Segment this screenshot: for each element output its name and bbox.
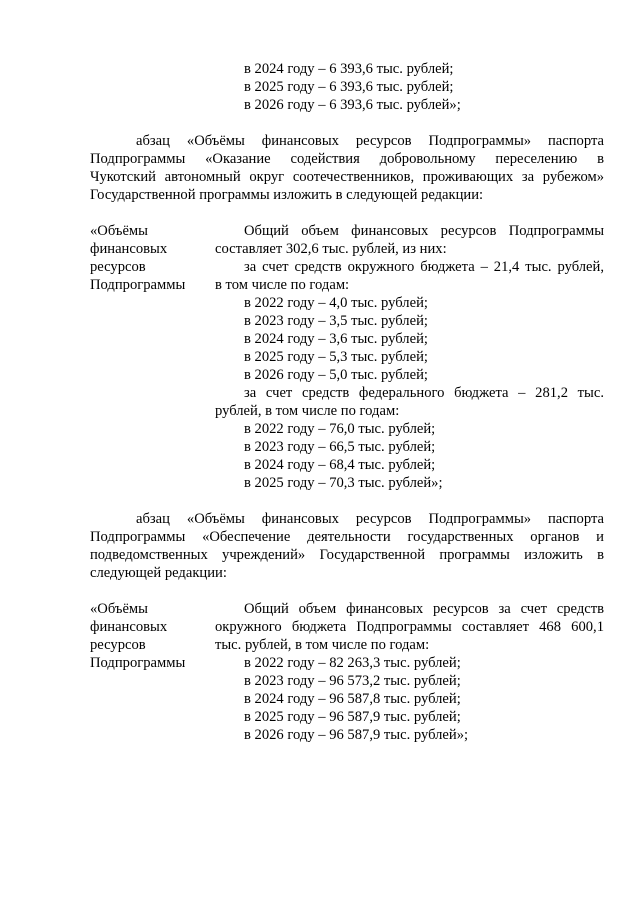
block-label <box>90 222 205 294</box>
block-label-line: Подпрограммы <box>90 655 186 672</box>
block-text-line: за счет средств федерального бюджета – 281,2 тыс. <box>244 385 604 401</box>
year-line: в 2022 году – 76,0 тыс. рублей; <box>244 421 436 437</box>
block-text-line: Общий объем финансовых ресурсов за счет средств <box>244 601 604 617</box>
block-text-line: окружного бюджета Подпрограммы составляет 468 600,1 <box>215 619 604 635</box>
year-line: в 2023 году – 96 573,2 тыс. рублей; <box>244 673 461 689</box>
year-line: в 2026 году – 96 587,9 тыс. рублей»; <box>244 727 469 743</box>
block-text-line: тыс. рублей, в том числе по годам: <box>215 637 430 653</box>
block-label-line: «Объёмы <box>90 601 148 617</box>
paragraph-line: абзац «Объёмы финансовых ресурсов Подпрограммы» паспорта <box>136 133 604 149</box>
paragraph-line: Подпрограммы «Обеспечение деятельности государственных органов и <box>90 529 604 545</box>
block-text-line: Общий объем финансовых ресурсов Подпрограммы <box>244 223 604 239</box>
year-line: в 2025 году – 70,3 тыс. рублей»; <box>244 475 443 491</box>
year-line: в 2026 году – 5,0 тыс. рублей; <box>244 367 428 383</box>
block-text-line: составляет 302,6 тыс. рублей, из них: <box>215 241 447 257</box>
year-line: в 2022 году – 82 263,3 тыс. рублей; <box>244 655 461 671</box>
year-line: в 2025 году – 96 587,9 тыс. рублей; <box>244 709 461 725</box>
block-text-line: рублей, в том числе по годам: <box>215 403 400 419</box>
year-line: в 2023 году – 66,5 тыс. рублей; <box>244 439 436 455</box>
year-line: в 2024 году – 68,4 тыс. рублей; <box>244 457 436 473</box>
year-line: в 2024 году – 3,6 тыс. рублей; <box>244 331 428 347</box>
top-year-line: в 2024 году – 6 393,6 тыс. рублей; <box>244 61 454 77</box>
block-label <box>90 600 205 672</box>
top-year-line: в 2026 году – 6 393,6 тыс. рублей»; <box>244 97 461 113</box>
top-year-line: в 2025 году – 6 393,6 тыс. рублей; <box>244 79 454 95</box>
block-label-line: финансовых <box>90 241 168 258</box>
year-line: в 2024 году – 96 587,8 тыс. рублей; <box>244 691 461 707</box>
year-line: в 2025 году – 5,3 тыс. рублей; <box>244 349 428 365</box>
paragraph-line: следующей редакции: <box>90 565 227 581</box>
block-text-line: в том числе по годам: <box>215 277 350 293</box>
block-label-line: ресурсов <box>90 637 146 654</box>
paragraph-line: Подпрограммы «Оказание содействия добровольному переселению в <box>90 151 604 167</box>
block-label-line: ресурсов <box>90 259 146 276</box>
paragraph-line: Государственной программы изложить в следующей редакции: <box>90 187 484 203</box>
paragraph-line: Чукотский автономный округ соотечественников, проживающих за рубежом» <box>90 169 604 185</box>
block-text-line: за счет средств окружного бюджета – 21,4 тыс. рублей, <box>244 259 604 275</box>
block-label-line: финансовых <box>90 619 168 636</box>
year-line: в 2023 году – 3,5 тыс. рублей; <box>244 313 428 329</box>
block-label-line: Подпрограммы <box>90 277 186 294</box>
paragraph-line: абзац «Объёмы финансовых ресурсов Подпрограммы» паспорта <box>136 511 604 527</box>
year-line: в 2022 году – 4,0 тыс. рублей; <box>244 295 428 311</box>
block-label-line: «Объёмы <box>90 223 148 239</box>
paragraph-line: подведомственных учреждений» Государственной программы изложить в <box>90 547 604 563</box>
